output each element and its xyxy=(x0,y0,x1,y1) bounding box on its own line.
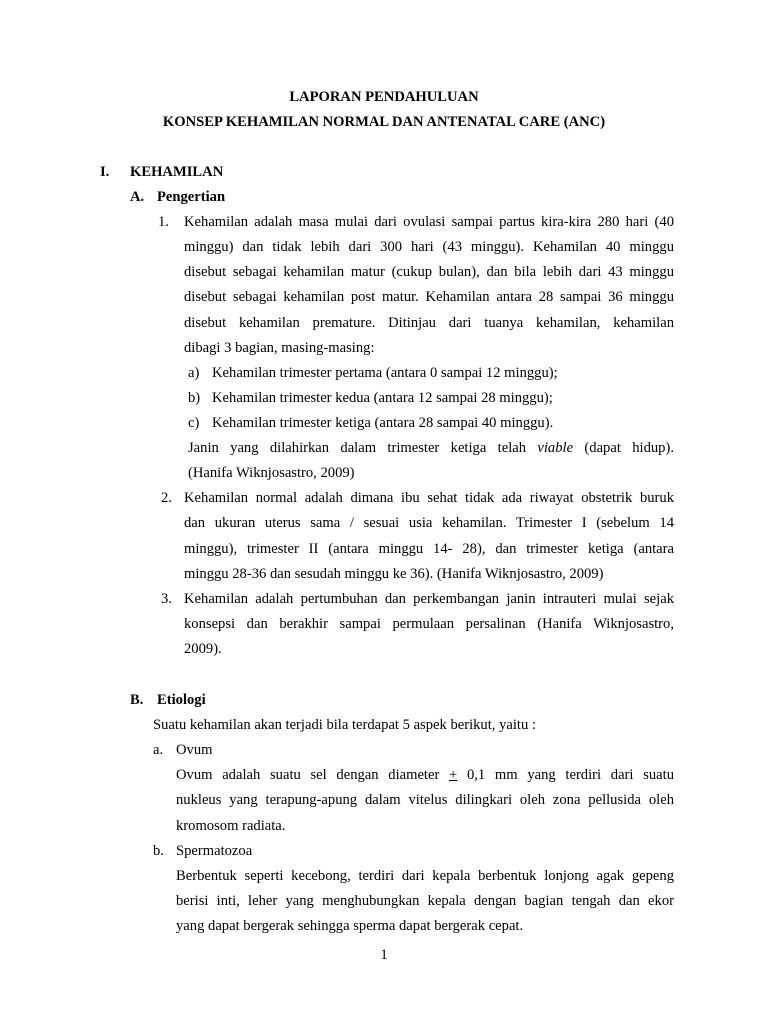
paragraph-line: dan ukuran uterus sama / sesuai usia kehamilan. Trimester I (sebelum 14 xyxy=(184,515,674,531)
paragraph-line: dibagi 3 bagian, masing-masing: xyxy=(184,340,375,356)
sublist-item: Kehamilan trimester kedua (antara 12 sampai 28 minggu); xyxy=(212,390,553,406)
sublist-label: c) xyxy=(188,415,200,431)
sublist-label: b) xyxy=(188,390,201,406)
subsection-heading: Pengertian xyxy=(157,189,226,205)
list-number: 3. xyxy=(161,591,172,607)
document-title: LAPORAN PENDAHULUAN xyxy=(289,89,479,105)
text-segment: 0,1 mm yang terdiri dari suatu xyxy=(457,767,674,783)
paragraph-line: Kehamilan adalah pertumbuhan dan perkembangan janin intrauteri mulai sejak xyxy=(184,591,674,607)
section-numeral: I. xyxy=(100,164,110,180)
paragraph-line: minggu) dan tidak lebih dari 300 hari (43 minggu). Kehamilan 40 minggu xyxy=(184,239,674,255)
plus-minus-symbol: + xyxy=(449,767,458,783)
text-segment: Ovum adalah suatu sel dengan diameter xyxy=(176,767,450,783)
paragraph-line: disebut sebagai kehamilan matur (cukup bulan), dan bila lebih dari 43 minggu xyxy=(184,264,674,280)
list-number: 2. xyxy=(161,490,172,506)
sublist-item: Kehamilan trimester pertama (antara 0 sampai 12 minggu); xyxy=(212,365,558,381)
document-subtitle: KONSEP KEHAMILAN NORMAL DAN ANTENATAL CARE (ANC) xyxy=(162,114,606,130)
paragraph-line: berisi inti, leher yang menghubungkan kepala dengan bagian tengah dan ekor xyxy=(176,893,674,909)
paragraph-line xyxy=(176,766,674,784)
note-text-end: (dapat hidup). xyxy=(573,440,674,456)
paragraph-line: yang dapat bergerak sehingga sperma dapat bergerak cepat. xyxy=(176,918,524,934)
list-label: a. xyxy=(153,742,164,758)
paragraph-line: konsepsi dan berakhir sampai permulaan persalinan (Hanifa Wiknjosastro, xyxy=(184,616,674,632)
sublist-item: Kehamilan trimester ketiga (antara 28 sampai 40 minggu). xyxy=(212,415,554,431)
note-text: Janin yang dilahirkan dalam trimester ketiga telah xyxy=(188,440,538,456)
paragraph-line: Berbentuk seperti kecebong, terdiri dari kepala berbentuk lonjong agak gepeng xyxy=(176,868,674,884)
paragraph-line: minggu 28-36 dan sesudah minggu ke 36). (Hanifa Wiknjosastro, 2009) xyxy=(184,566,604,582)
paragraph-line: minggu), trimester II (antara minggu 14- 28), dan trimester ketiga (antara xyxy=(184,541,674,557)
subsection-letter: B. xyxy=(130,692,144,708)
paragraph-line: nukleus yang terapung-apung dalam vitelus dilingkari oleh zona pellusida oleh xyxy=(176,792,674,808)
paragraph-line: Kehamilan adalah masa mulai dari ovulasi sampai partus kira-kira 280 hari (40 xyxy=(184,214,674,230)
list-label: b. xyxy=(153,843,164,859)
subsection-heading: Etiologi xyxy=(157,692,206,708)
citation: (Hanifa Wiknjosastro, 2009) xyxy=(188,465,355,481)
section-heading: KEHAMILAN xyxy=(130,164,224,180)
paragraph-line: kromosom radiata. xyxy=(176,818,286,834)
page-number: 1 xyxy=(380,947,388,963)
note-italic-term: viable xyxy=(537,440,574,456)
list-title: Ovum xyxy=(176,742,213,758)
paragraph-line: Kehamilan normal adalah dimana ibu sehat tidak ada riwayat obstetrik buruk xyxy=(184,490,674,506)
paragraph-line: 2009). xyxy=(184,641,222,657)
paragraph-line: disebut kehamilan premature. Ditinjau dari tuanya kehamilan, kehamilan xyxy=(184,315,674,331)
list-number: 1. xyxy=(158,214,169,230)
intro-text: Suatu kehamilan akan terjadi bila terdapat 5 aspek berikut, yaitu : xyxy=(153,717,536,733)
paragraph-line: disebut sebagai kehamilan post matur. Kehamilan antara 28 sampai 36 minggu xyxy=(184,289,674,305)
note-line xyxy=(188,439,674,457)
subsection-letter: A. xyxy=(130,189,145,205)
sublist-label: a) xyxy=(188,365,200,381)
list-title: Spermatozoa xyxy=(176,843,253,859)
